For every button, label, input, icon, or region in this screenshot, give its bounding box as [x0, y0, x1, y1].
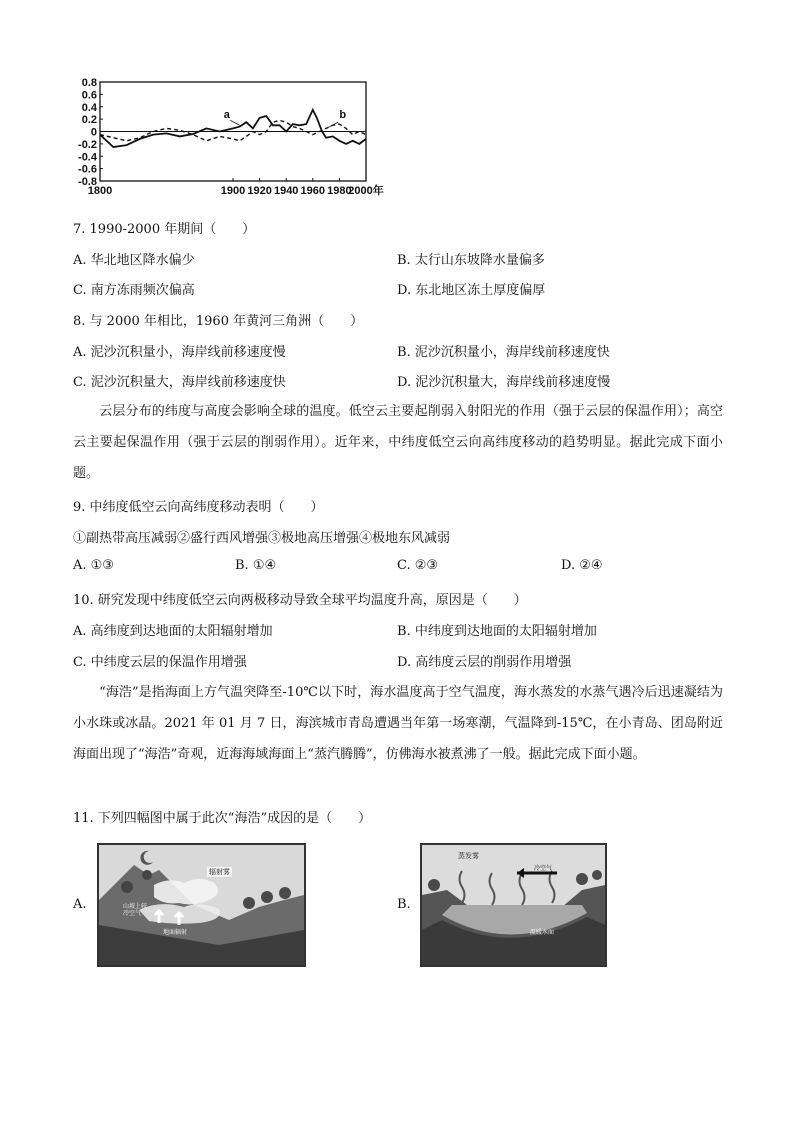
x-tick-label: 1920 — [247, 185, 272, 197]
q10-option-a: A. 高纬度到达地面的太阳辐射增加 — [73, 624, 273, 639]
series-label-a: a — [223, 108, 230, 121]
q8-option-b: B. 泥沙沉积量小，海岸线前移速度快 — [397, 345, 610, 360]
fig-b-water-label: 温暖水面 — [530, 929, 555, 936]
question-10-stem: 10. 研究发现中纬度低空云向两极移动导致全球平均温度升高，原因是（ ） — [73, 593, 527, 608]
x-tick-label: 2000年 — [348, 185, 384, 197]
question-11-stem: 11. 下列四幅图中属于此次“海浩”成因的是（ ） — [73, 811, 372, 826]
y-tick-label: -0.4 — [78, 151, 97, 164]
fig-a-fog-label: 辐射雾 — [209, 868, 230, 876]
q7-option-c: C. 南方冻雨频次偏高 — [73, 283, 195, 298]
moon-icon — [137, 849, 155, 867]
q7-option-a: A. 华北地区降水偏少 — [73, 253, 195, 268]
y-tick-label: 0.8 — [81, 77, 97, 89]
q8-option-c: C. 泥沙沉积量大，海岸线前移速度快 — [73, 375, 286, 390]
figure-a-radiation-fog — [97, 843, 306, 967]
temperature-anomaly-chart — [76, 76, 386, 201]
y-tick-label: -0.8 — [78, 176, 97, 188]
y-tick-label: 0.4 — [81, 101, 97, 114]
q10-option-d: D. 高纬度云层的削弱作用增强 — [397, 655, 572, 670]
q8-option-a: A. 泥沙沉积量小，海岸线前移速度慢 — [73, 345, 286, 360]
q7-option-b: B. 太行山东坡降水量偏多 — [397, 253, 545, 268]
q7-option-d: D. 东北地区冻土厚度偏厚 — [397, 283, 546, 298]
x-tick-label: 1960 — [300, 185, 326, 197]
y-tick-label: 0 — [90, 126, 97, 139]
x-tick-label: 1900 — [220, 185, 246, 197]
q9-option-b: B. ①④ — [235, 558, 277, 573]
q10-option-b: B. 中纬度到达地面的太阳辐射增加 — [397, 624, 597, 639]
fig-a-mountain-label: 山坡上较冷空气 — [123, 903, 148, 917]
y-tick-label: -0.6 — [78, 163, 97, 176]
question-7-stem: 7. 1990-2000 年期间（ ） — [73, 222, 256, 237]
y-tick-label: 0.2 — [81, 114, 97, 127]
q9-option-a: A. ①③ — [73, 558, 114, 573]
x-tick-label: 1940 — [273, 185, 299, 197]
q11-option-b-label: B. — [397, 897, 411, 912]
y-tick-label: -0.2 — [78, 138, 97, 151]
x-tick-label: 1800 — [87, 185, 113, 197]
figure-b-evaporation-fog — [420, 843, 607, 967]
question-8-stem: 8. 与 2000 年相比，1960 年黄河三角洲（ ） — [73, 314, 364, 329]
q9-option-d: D. ②④ — [561, 558, 603, 573]
x-tick-label: 1980 — [327, 185, 352, 197]
q9-option-c: C. ②③ — [397, 558, 439, 573]
cloud-passage: 云层分布的纬度与高度会影响全球的温度。低空云主要起削弱入射阳光的作用（强于云层的保温作用）；高空云主要起保温作用（强于云层的削弱作用）。近年来，中纬度低空云向高纬度移动的趋势明显。据此完成下面小题。 — [73, 404, 723, 481]
question-9-items: ①副热带高压减弱②盛行西风增强③极地高压增强④极地东风减弱 — [73, 531, 451, 546]
series-label-a-leader — [230, 120, 239, 125]
fig-a-radiation-label: 地面辐射 — [163, 929, 188, 936]
question-9-stem: 9. 中纬度低空云向高纬度移动表明（ ） — [73, 500, 324, 515]
q10-option-c: C. 中纬度云层的保温作用增强 — [73, 655, 247, 670]
fig-b-fog-label: 蒸发雾 — [458, 852, 479, 860]
y-tick-label: 0.6 — [81, 89, 97, 102]
q11-option-a-label: A. — [73, 897, 87, 912]
series-label-b-leader — [329, 122, 338, 127]
q8-option-d: D. 泥沙沉积量大，海岸线前移速度慢 — [397, 375, 611, 390]
haihao-passage: “海浩”是指海面上方气温突降至-10℃以下时，海水温度高于空气温度，海水蒸发的水蒸气遇冷后迅速凝结为小水珠或冰晶。2021 年 01 月 7 日，海滨城市青岛遭遇当年第一场寒潮，气温降到-15℃，在小青岛、团岛附近海面出现了“海浩”奇观，近海海域海面上“蒸汽腾腾”，仿佛海水被煮沸了一般。据此完成下面小题。 — [73, 685, 723, 762]
fig-b-cold-air-label: 冷空气 — [534, 865, 553, 872]
series-label-b: b — [339, 108, 347, 121]
